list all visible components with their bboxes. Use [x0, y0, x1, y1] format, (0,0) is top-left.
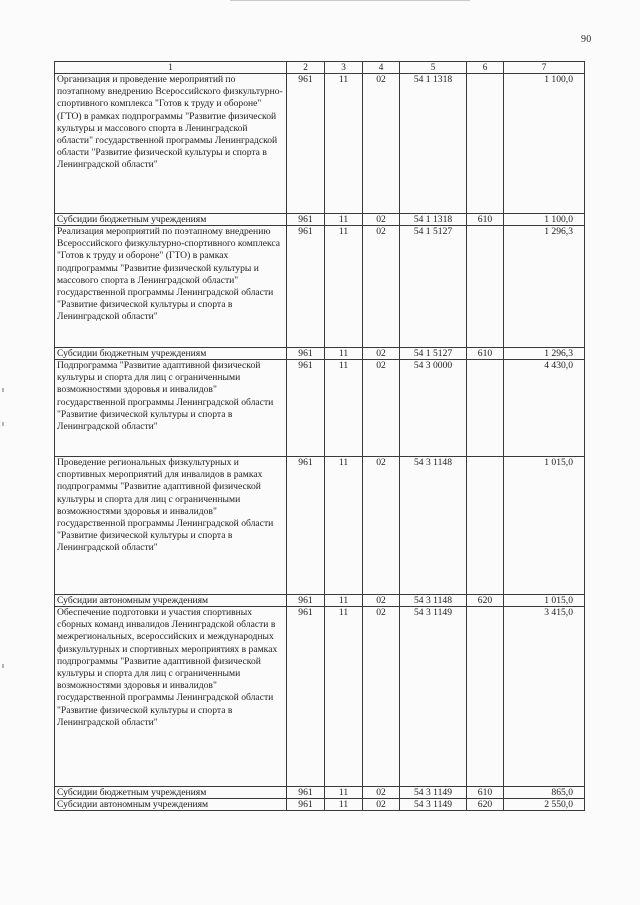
- subsection-code-cell: 02: [363, 595, 400, 607]
- grbs-code-cell: 961: [287, 799, 325, 811]
- scan-top-edge-line: [230, 0, 470, 1]
- grbs-code-cell: 961: [287, 607, 325, 787]
- page-number: 90: [581, 34, 592, 45]
- expense-type-cell: 620: [467, 595, 504, 607]
- grbs-code-cell: 961: [287, 595, 325, 607]
- grbs-code-cell: 961: [287, 348, 325, 360]
- amount-cell: 2 550,0: [504, 799, 585, 811]
- section-code-cell: 11: [325, 457, 363, 595]
- amount-cell: 1 100,0: [504, 74, 585, 214]
- target-article-cell: 54 1 5127: [400, 226, 467, 348]
- subsection-code-cell: 02: [363, 457, 400, 595]
- column-header: 1: [55, 62, 287, 74]
- grbs-code-cell: 961: [287, 74, 325, 214]
- subsection-code-cell: 02: [363, 799, 400, 811]
- section-code-cell: 11: [325, 74, 363, 214]
- table-row: [55, 595, 585, 607]
- expense-type-cell: [467, 74, 504, 214]
- target-article-cell: 54 1 1318: [400, 214, 467, 226]
- amount-cell: 1 296,3: [504, 226, 585, 348]
- column-header: 2: [287, 62, 325, 74]
- subsection-code-cell: 02: [363, 348, 400, 360]
- column-header: 4: [363, 62, 400, 74]
- column-header: 7: [504, 62, 585, 74]
- expense-name-cell: Субсидии бюджетным учреждениям: [55, 787, 287, 799]
- section-code-cell: 11: [325, 607, 363, 787]
- grbs-code-cell: 961: [287, 226, 325, 348]
- target-article-cell: 54 3 1149: [400, 787, 467, 799]
- section-code-cell: 11: [325, 360, 363, 457]
- expense-name-cell: Подпрограмма "Развитие адаптивной физической культуры и спорта для лиц с ограниченными возможностями здоровья и инвалидов" государственной программы Ленинградской области "Развитие физической культуры и спорта в Ленинградской области": [55, 360, 287, 457]
- grbs-code-cell: 961: [287, 787, 325, 799]
- expense-type-cell: [467, 360, 504, 457]
- expense-type-cell: 610: [467, 214, 504, 226]
- expense-type-cell: [467, 607, 504, 787]
- column-header: 3: [325, 62, 363, 74]
- expense-type-cell: 610: [467, 787, 504, 799]
- expense-name-cell: Субсидии автономным учреждениям: [55, 595, 287, 607]
- expense-name-cell: Проведение региональных физкультурных и спортивных мероприятий для инвалидов в рамках подпрограммы "Развитие адаптивной физической культуры и спорта для лиц с ограниченными возможностями здоровья и инвалидов" государственной программы Ленинградской области "Развитие физической культуры и спорта в Ленинградской области": [55, 457, 287, 595]
- expense-type-cell: [467, 226, 504, 348]
- amount-cell: 1 296,3: [504, 348, 585, 360]
- amount-cell: 1 100,0: [504, 214, 585, 226]
- grbs-code-cell: 961: [287, 214, 325, 226]
- table-row: [55, 457, 585, 595]
- target-article-cell: 54 3 0000: [400, 360, 467, 457]
- expense-name-cell: Субсидии бюджетным учреждениям: [55, 348, 287, 360]
- section-code-cell: 11: [325, 799, 363, 811]
- target-article-cell: 54 1 5127: [400, 348, 467, 360]
- section-code-cell: 11: [325, 595, 363, 607]
- expense-name-cell: Субсидии бюджетным учреждениям: [55, 214, 287, 226]
- section-code-cell: 11: [325, 348, 363, 360]
- subsection-code-cell: 02: [363, 214, 400, 226]
- scan-edge-mark: [2, 422, 4, 426]
- budget-table: [54, 61, 585, 811]
- subsection-code-cell: 02: [363, 360, 400, 457]
- expense-name-cell: Организация и проведение мероприятий по поэтапному внедрению Всероссийского физкультурно-спортивного комплекса "Готов к труду и обороне" (ГТО) в рамках подпрограммы "Развитие физической культуры и массового спорта в Ленинградской области" государственной программы Ленинградской области "Развитие физической культуры и спорта в Ленинградской области": [55, 74, 287, 214]
- table-header-row: [55, 62, 585, 74]
- table-row: [55, 74, 585, 214]
- column-header: 6: [467, 62, 504, 74]
- amount-cell: 3 415,0: [504, 607, 585, 787]
- expense-name-cell: Субсидии автономным учреждениям: [55, 799, 287, 811]
- expense-type-cell: [467, 457, 504, 595]
- table-row: [55, 799, 585, 811]
- section-code-cell: 11: [325, 226, 363, 348]
- table-row: [55, 787, 585, 799]
- expense-name-cell: Обеспечение подготовки и участия спортивных сборных команд инвалидов Ленинградской области в межрегиональных, всероссийских и международных физкультурных и спортивных мероприятиях в рамках подпрограммы "Развитие адаптивной физической культуры и спорта для лиц с ограниченными возможностями здоровья и инвалидов" государственной программы Ленинградской области "Развитие физической культуры и спорта в Ленинградской области": [55, 607, 287, 787]
- amount-cell: 4 430,0: [504, 360, 585, 457]
- column-header: 5: [400, 62, 467, 74]
- target-article-cell: 54 1 1318: [400, 74, 467, 214]
- table-row: [55, 360, 585, 457]
- subsection-code-cell: 02: [363, 787, 400, 799]
- expense-type-cell: 620: [467, 799, 504, 811]
- expense-name-cell: Реализация мероприятий по поэтапному внедрению Всероссийского физкультурно-спортивного комплекса "Готов к труду и обороне" (ГТО) в рамках подпрограммы "Развитие физической культуры и массового спорта в Ленинградской области" государственной программы Ленинградской области "Развитие физической культуры и спорта в Ленинградской области": [55, 226, 287, 348]
- target-article-cell: 54 3 1149: [400, 799, 467, 811]
- amount-cell: 1 015,0: [504, 457, 585, 595]
- target-article-cell: 54 3 1149: [400, 607, 467, 787]
- table-row: [55, 226, 585, 348]
- grbs-code-cell: 961: [287, 457, 325, 595]
- subsection-code-cell: 02: [363, 607, 400, 787]
- subsection-code-cell: 02: [363, 74, 400, 214]
- section-code-cell: 11: [325, 214, 363, 226]
- amount-cell: 1 015,0: [504, 595, 585, 607]
- scan-edge-mark: [2, 664, 4, 668]
- grbs-code-cell: 961: [287, 360, 325, 457]
- scan-edge-mark: [2, 388, 4, 392]
- target-article-cell: 54 3 1148: [400, 595, 467, 607]
- table-row: [55, 607, 585, 787]
- table-row: [55, 214, 585, 226]
- amount-cell: 865,0: [504, 787, 585, 799]
- subsection-code-cell: 02: [363, 226, 400, 348]
- section-code-cell: 11: [325, 787, 363, 799]
- expense-type-cell: 610: [467, 348, 504, 360]
- table-row: [55, 348, 585, 360]
- target-article-cell: 54 3 1148: [400, 457, 467, 595]
